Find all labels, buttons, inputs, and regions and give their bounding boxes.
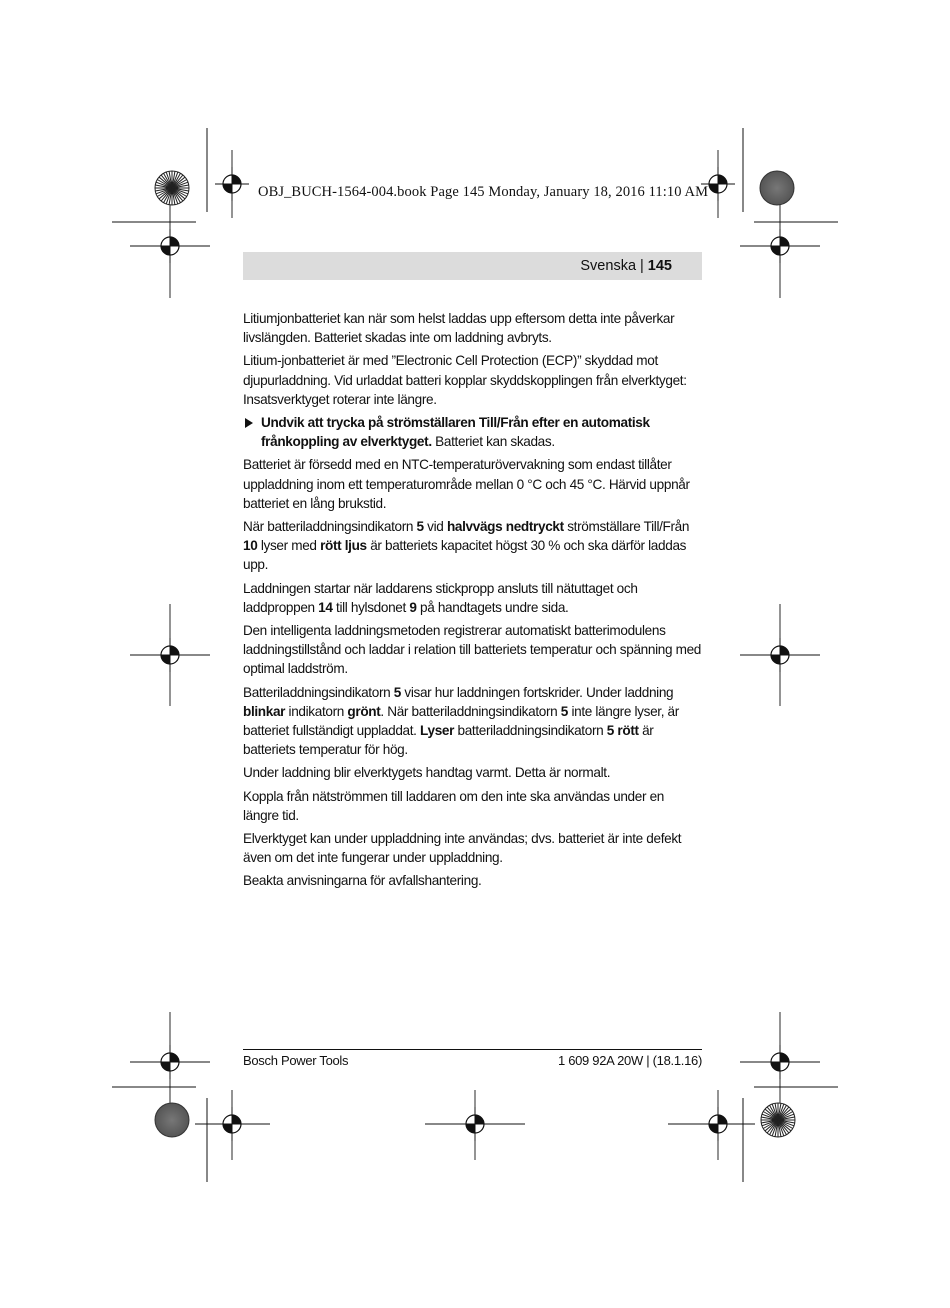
paragraph: Litiumjonbatteriet kan när som helst laddas upp eftersom detta inte påverkar livslängden. Batteriet skadas inte om laddning avbryts. <box>243 311 675 346</box>
section-name: Svenska <box>580 258 637 274</box>
paragraph: Koppla från nätströmmen till laddaren om den inte ska användas under en längre tid. <box>243 788 664 823</box>
print-slug-line: OBJ_BUCH-1564-004.book Page 145 Monday, January 18, 2016 11:10 AM <box>258 184 709 200</box>
header-separator: | <box>640 258 644 274</box>
warning-bold-text: Undvik att trycka på strömställaren Till/Från efter en automatisk frånkoppling av elverktyget. <box>261 415 650 450</box>
paragraph: Den intelligenta laddningsmetoden registrerar automatiskt batterimodulens laddningstillstånd och laddar i relation till batteriets temperatur och spänning med optimal laddström. <box>243 623 701 677</box>
paragraph: Under laddning blir elverktygets handtag varmt. Detta är normalt. <box>243 765 611 781</box>
warning-triangle-icon <box>245 418 253 428</box>
paragraph: Batteriet är försedd med en NTC-temperaturövervakning som endast tillåter uppladdning inom ett temperaturområde mellan 0 °C och 45 °C. Härvid uppnår batteriet en lång brukstid. <box>243 457 690 511</box>
paragraph: Litium-jonbatteriet är med ”Electronic Cell Protection (ECP)” skyddad mot djupurladdning. Vid urladdat batteri kopplar skyddskopplingen från elverktyget: Insatsverktyget roterar inte längre. <box>243 353 687 407</box>
page-header <box>243 252 702 280</box>
warning-text: Batteriet kan skadas. <box>431 434 555 450</box>
paragraph: Beakta anvisningarna för avfallshantering. <box>243 873 482 889</box>
paragraph: När batteriladdningsindikatorn 5 vid halvvägs nedtryckt strömställare Till/Från 10 lyser med rött ljus är batteriets kapacitet högst 30 % och ska därför laddas upp. <box>243 519 690 573</box>
warning-paragraph <box>243 413 703 451</box>
footer-rule <box>243 1049 702 1050</box>
footer-doc-number: 1 609 92A 20W | (18.1.16) <box>557 1053 702 1068</box>
paragraph: Elverktyget kan under uppladdning inte användas; dvs. batteriet är inte defekt även om det inte fungerar under uppladdning. <box>243 831 682 866</box>
paragraph: Batteriladdningsindikatorn 5 visar hur laddningen fortskrider. Under laddning blinkar indikatorn grönt. När batteriladdningsindikatorn 5 inte längre lyser, är batteriet fullständigt uppladdat. Lyser batteriladdningsindikatorn 5 rött är batteriets temperatur för hög. <box>243 684 679 758</box>
paragraph: Laddningen startar när laddarens stickpropp ansluts till nätuttaget och laddproppen 14 till hylsdonet 9 på handtagets undre sida. <box>243 580 638 615</box>
page-number: 145 <box>647 258 672 274</box>
body-text <box>243 309 703 895</box>
footer-publisher: Bosch Power Tools <box>243 1053 349 1068</box>
